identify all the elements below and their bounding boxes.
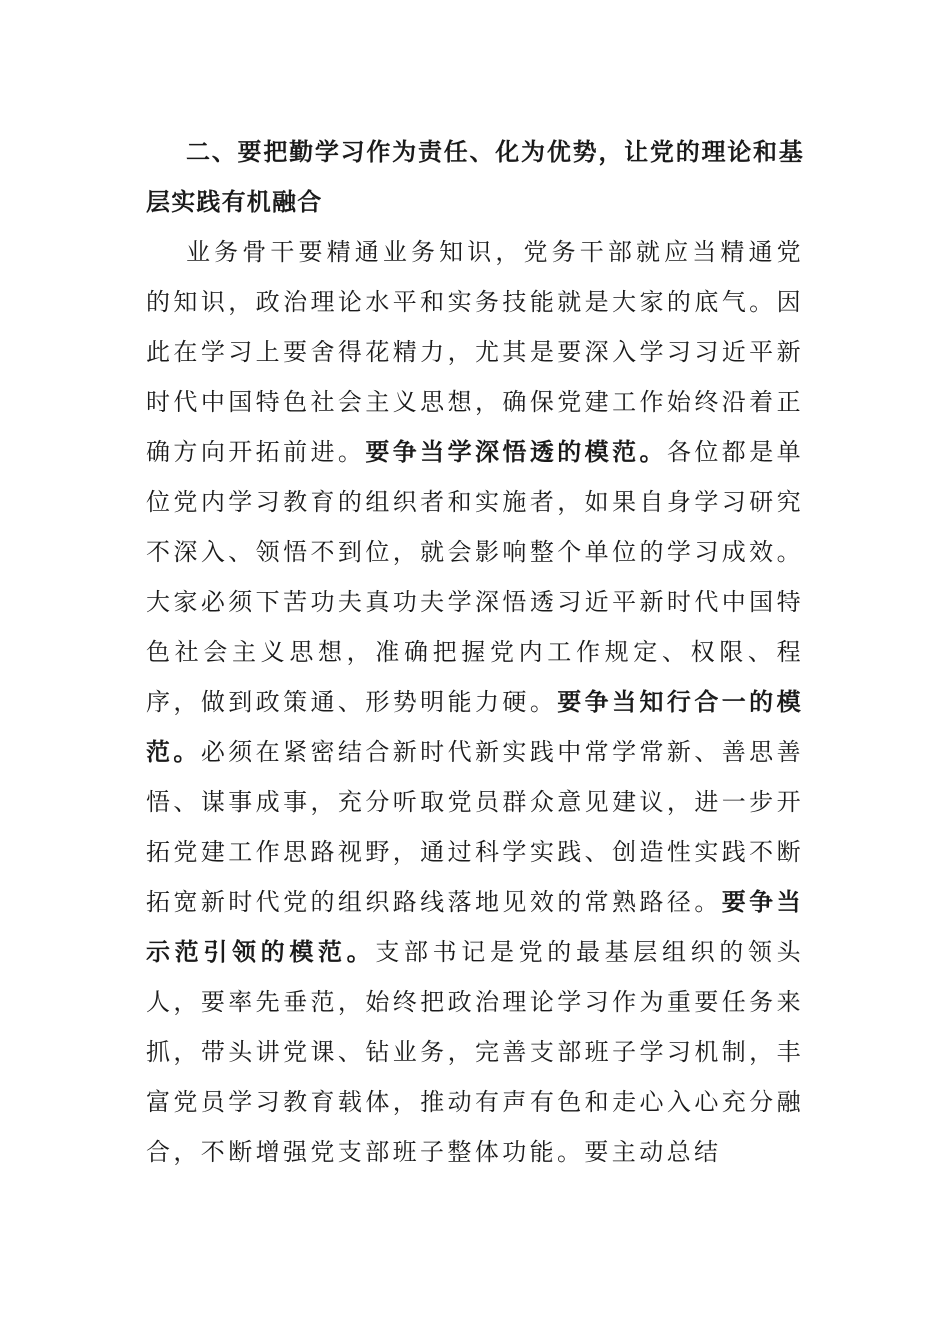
- paragraph-text: 业务骨干要精通业务知识，党务干部就应当精通党的知识，政治理论水平和实务技能就是大家的底气。因此在学习上要舍得花精力，尤其是要深入学习习近平新时代中国特色社会主义思想，确保党建工作始终沿着正确方向开拓前进。: [146, 238, 804, 466]
- body-paragraph: [146, 227, 804, 1177]
- paragraph-text: 支部书记是党的最基层组织的领头人，要率先垂范，始终把政治理论学习作为重要任务来抓，带头讲党课、钻业务，完善支部班子学习机制，丰富党员学习教育载体，推动有声有色和走心入心充分融合，不断增强党支部班子整体功能。要主动总结: [146, 938, 805, 1166]
- section-heading: 二、要把勤学习作为责任、化为优势，让党的理论和基层实践有机融合: [146, 137, 804, 216]
- document-page: [146, 127, 804, 1177]
- paragraph-text: 各位都是单位党内学习教育的组织者和实施者，如果自身学习研究不深入、领悟不到位，就会影响整个单位的学习成效。大家必须下苦功夫真功夫学深悟透习近平新时代中国特色社会主义思想，准确把握党内工作规定、权限、程序，做到政策通、形势明能力硬。: [146, 438, 805, 716]
- emphasis-phrase: 要争当示范引领的模范。: [146, 887, 804, 966]
- emphasis-phrase: 要争当知行合一的模范。: [146, 687, 805, 766]
- emphasis-phrase: 要争当学深悟透的模范。: [365, 437, 667, 466]
- paragraph-text: 必须在紧密结合新时代新实践中常学常新、善思善悟、谋事成事，充分听取党员群众意见建议，进一步开拓党建工作思路视野，通过科学实践、创造性实践不断拓宽新时代党的组织路线落地见效的常熟路径。: [146, 738, 804, 916]
